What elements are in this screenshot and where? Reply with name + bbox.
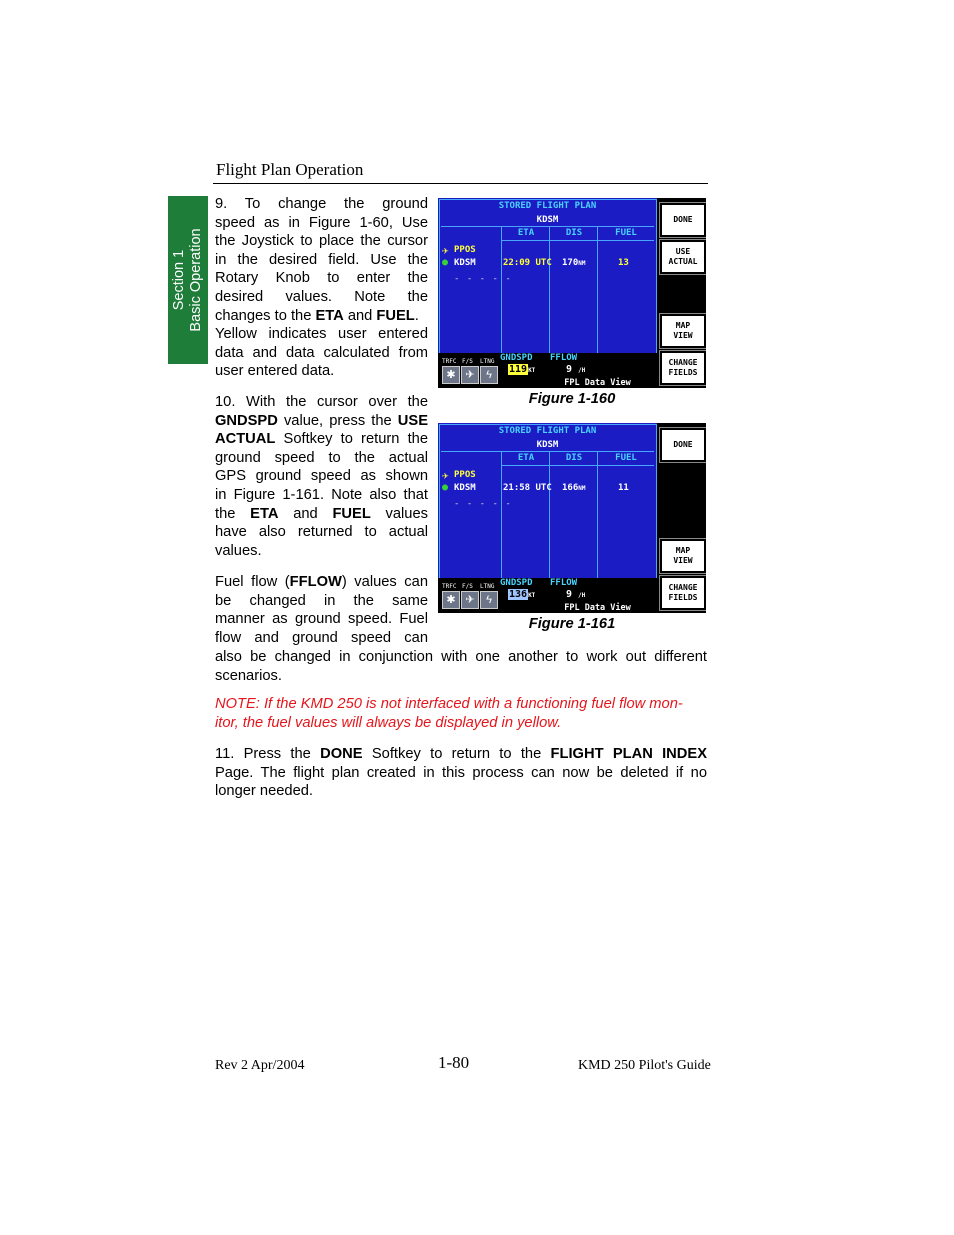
text-line: in the desired field. Use the: [215, 251, 428, 268]
text-line: 9. To change the ground: [215, 196, 428, 212]
divider: [441, 451, 654, 452]
empty-row: - - - - -: [454, 499, 512, 509]
step10-paragraph: [215, 393, 428, 560]
footer-page-number: 1-80: [438, 1053, 470, 1072]
text-line: the Joystick to place the cursor: [215, 233, 428, 250]
text-line: in Figure 1-161. Note also that: [215, 486, 428, 503]
eta-value: 22:09 UTC: [503, 258, 552, 268]
text-line: NOTE: If the KMD 250 is not interfaced with a functioning fuel flow mon-: [215, 696, 683, 712]
status-icons: [440, 583, 498, 609]
text-line: ACTUAL Softkey to return the: [215, 431, 428, 448]
fuel-value: 11: [618, 483, 629, 493]
change-fields-softkey[interactable]: CHANGE FIELDS: [660, 351, 706, 385]
text-line: flow and ground speed can: [215, 629, 428, 646]
divider: [597, 227, 598, 353]
text-line: user entered data.: [215, 363, 335, 380]
text-line: be changed in the same: [215, 592, 428, 609]
gndspd-value[interactable]: 119KT: [509, 364, 536, 375]
text-line: Fuel flow (FFLOW) values can: [215, 574, 428, 590]
airplane-icon: ✈: [442, 469, 449, 482]
text-line: changes to the ETA and FUEL.: [215, 307, 419, 324]
plan-waypoint: KDSM: [536, 440, 559, 450]
use-actual-softkey[interactable]: USE ACTUAL: [660, 240, 706, 274]
divider: [502, 465, 654, 466]
text-line: GNDSPD value, press the USE: [215, 412, 428, 429]
text-line: also be changed in conjunction with one another to work out different: [215, 649, 707, 665]
text-line: longer needed.: [215, 783, 314, 800]
fuel-paragraph-top: [215, 573, 428, 647]
screen-footer: FPL Data View: [564, 603, 631, 613]
dis-value: 170NM: [562, 258, 586, 268]
icon-label: LTNG: [480, 583, 495, 590]
flight-service-icon: ✈: [461, 366, 479, 384]
column-fuel: FUEL: [615, 228, 637, 238]
screen-title: STORED FLIGHT PLAN: [498, 201, 597, 211]
airplane-icon: ✈: [442, 244, 449, 257]
traffic-icon: ✱: [442, 591, 460, 609]
text-line: Rotary Knob to enter the: [215, 270, 428, 287]
fuel-paragraph-bottom: [215, 648, 707, 685]
divider: [501, 227, 502, 353]
fflow-label: FFLOW: [550, 578, 578, 588]
divider: [549, 227, 550, 353]
text-line: have also returned to actual: [215, 524, 428, 541]
waypoint-icon: ●: [442, 482, 449, 493]
text-line: values.: [215, 542, 262, 559]
change-fields-softkey[interactable]: CHANGE FIELDS: [660, 576, 706, 610]
softkey-column: [657, 198, 706, 388]
fflow-value[interactable]: 9 /H: [566, 589, 586, 600]
screen-main: [438, 423, 657, 613]
gndspd-value[interactable]: 136KT: [509, 589, 536, 600]
fuel-value: 13: [618, 258, 629, 268]
page-header-title: Flight Plan Operation: [216, 160, 364, 179]
section-tab-line2: Basic Operation: [188, 228, 204, 332]
screen-footer: FPL Data View: [564, 378, 631, 388]
map-view-softkey[interactable]: MAP VIEW: [660, 314, 706, 348]
column-eta: ETA: [517, 453, 535, 463]
softkey-column: [657, 423, 706, 613]
note-paragraph: [215, 695, 707, 732]
divider: [502, 240, 654, 241]
icon-label: TRFC: [442, 583, 457, 590]
traffic-icon: ✱: [442, 366, 460, 384]
text-line: scenarios.: [215, 667, 282, 684]
map-view-softkey[interactable]: MAP VIEW: [660, 539, 706, 573]
screen-title: STORED FLIGHT PLAN: [498, 426, 597, 436]
figure-caption: Figure 1-160: [528, 391, 616, 407]
text-line: Page. The flight plan created in this process can now be deleted if no: [215, 764, 707, 781]
done-softkey[interactable]: DONE: [660, 203, 706, 237]
header-rule: [213, 183, 708, 184]
figure-1-160-screen: [438, 198, 706, 388]
text-line: manner as ground speed. Fuel: [215, 611, 428, 628]
gndspd-label: GNDSPD: [500, 578, 533, 588]
gndspd-label: GNDSPD: [500, 353, 533, 363]
column-fuel: FUEL: [615, 453, 637, 463]
flight-service-icon: ✈: [461, 591, 479, 609]
fflow-value[interactable]: 9 /H: [566, 364, 586, 375]
figure-caption: Figure 1-161: [528, 616, 616, 632]
row-kdsm[interactable]: KDSM: [454, 258, 476, 268]
icon-label: F/S: [462, 358, 473, 365]
row-kdsm[interactable]: KDSM: [454, 483, 476, 493]
plan-waypoint: KDSM: [536, 215, 559, 225]
icon-label: LTNG: [480, 358, 495, 365]
text-line: 10. With the cursor over the: [215, 394, 428, 410]
dis-value: 166NM: [562, 483, 586, 493]
waypoint-icon: ●: [442, 257, 449, 268]
row-ppos[interactable]: PPOS: [454, 245, 476, 255]
footer-revision: Rev 2 Apr/2004: [215, 1058, 305, 1073]
text-line: 11. Press the DONE Softkey to return to the FLIGHT PLAN INDEX: [215, 746, 707, 762]
section-tab-line1: Section 1: [171, 249, 187, 311]
screen-main: [438, 198, 657, 388]
eta-value: 21:58 UTC: [503, 483, 552, 493]
icon-label: F/S: [462, 583, 473, 590]
text-line: itor, the fuel values will always be displayed in yellow.: [215, 714, 562, 731]
done-softkey[interactable]: DONE: [660, 428, 706, 462]
empty-row: - - - - -: [454, 274, 512, 284]
step11-paragraph: [215, 745, 707, 801]
section-tab: [168, 196, 208, 364]
divider: [501, 452, 502, 578]
text-line: GPS ground speed as shown: [215, 468, 428, 485]
row-ppos[interactable]: PPOS: [454, 470, 476, 480]
text-line: desired values. Note the: [215, 288, 428, 305]
text-line: the ETA and FUEL values: [215, 505, 428, 522]
text-line: Yellow indicates user entered: [215, 326, 428, 343]
column-dis: DIS: [565, 453, 583, 463]
text-line: data and data calculated from: [215, 344, 428, 361]
figure-1-161-screen: [438, 423, 706, 613]
text-line: speed as in Figure 1-60, Use: [215, 214, 428, 231]
footer-guide-title: KMD 250 Pilot's Guide: [578, 1058, 711, 1073]
fflow-label: FFLOW: [550, 353, 578, 363]
divider: [597, 452, 598, 578]
status-icons: [440, 358, 498, 384]
text-line: ground speed to the actual: [215, 449, 428, 466]
lightning-icon: ϟ: [480, 591, 498, 609]
lightning-icon: ϟ: [480, 366, 498, 384]
column-eta: ETA: [517, 228, 535, 238]
icon-label: TRFC: [442, 358, 457, 365]
divider: [549, 452, 550, 578]
column-dis: DIS: [565, 228, 583, 238]
step9-paragraph: [215, 195, 428, 381]
divider: [441, 226, 654, 227]
